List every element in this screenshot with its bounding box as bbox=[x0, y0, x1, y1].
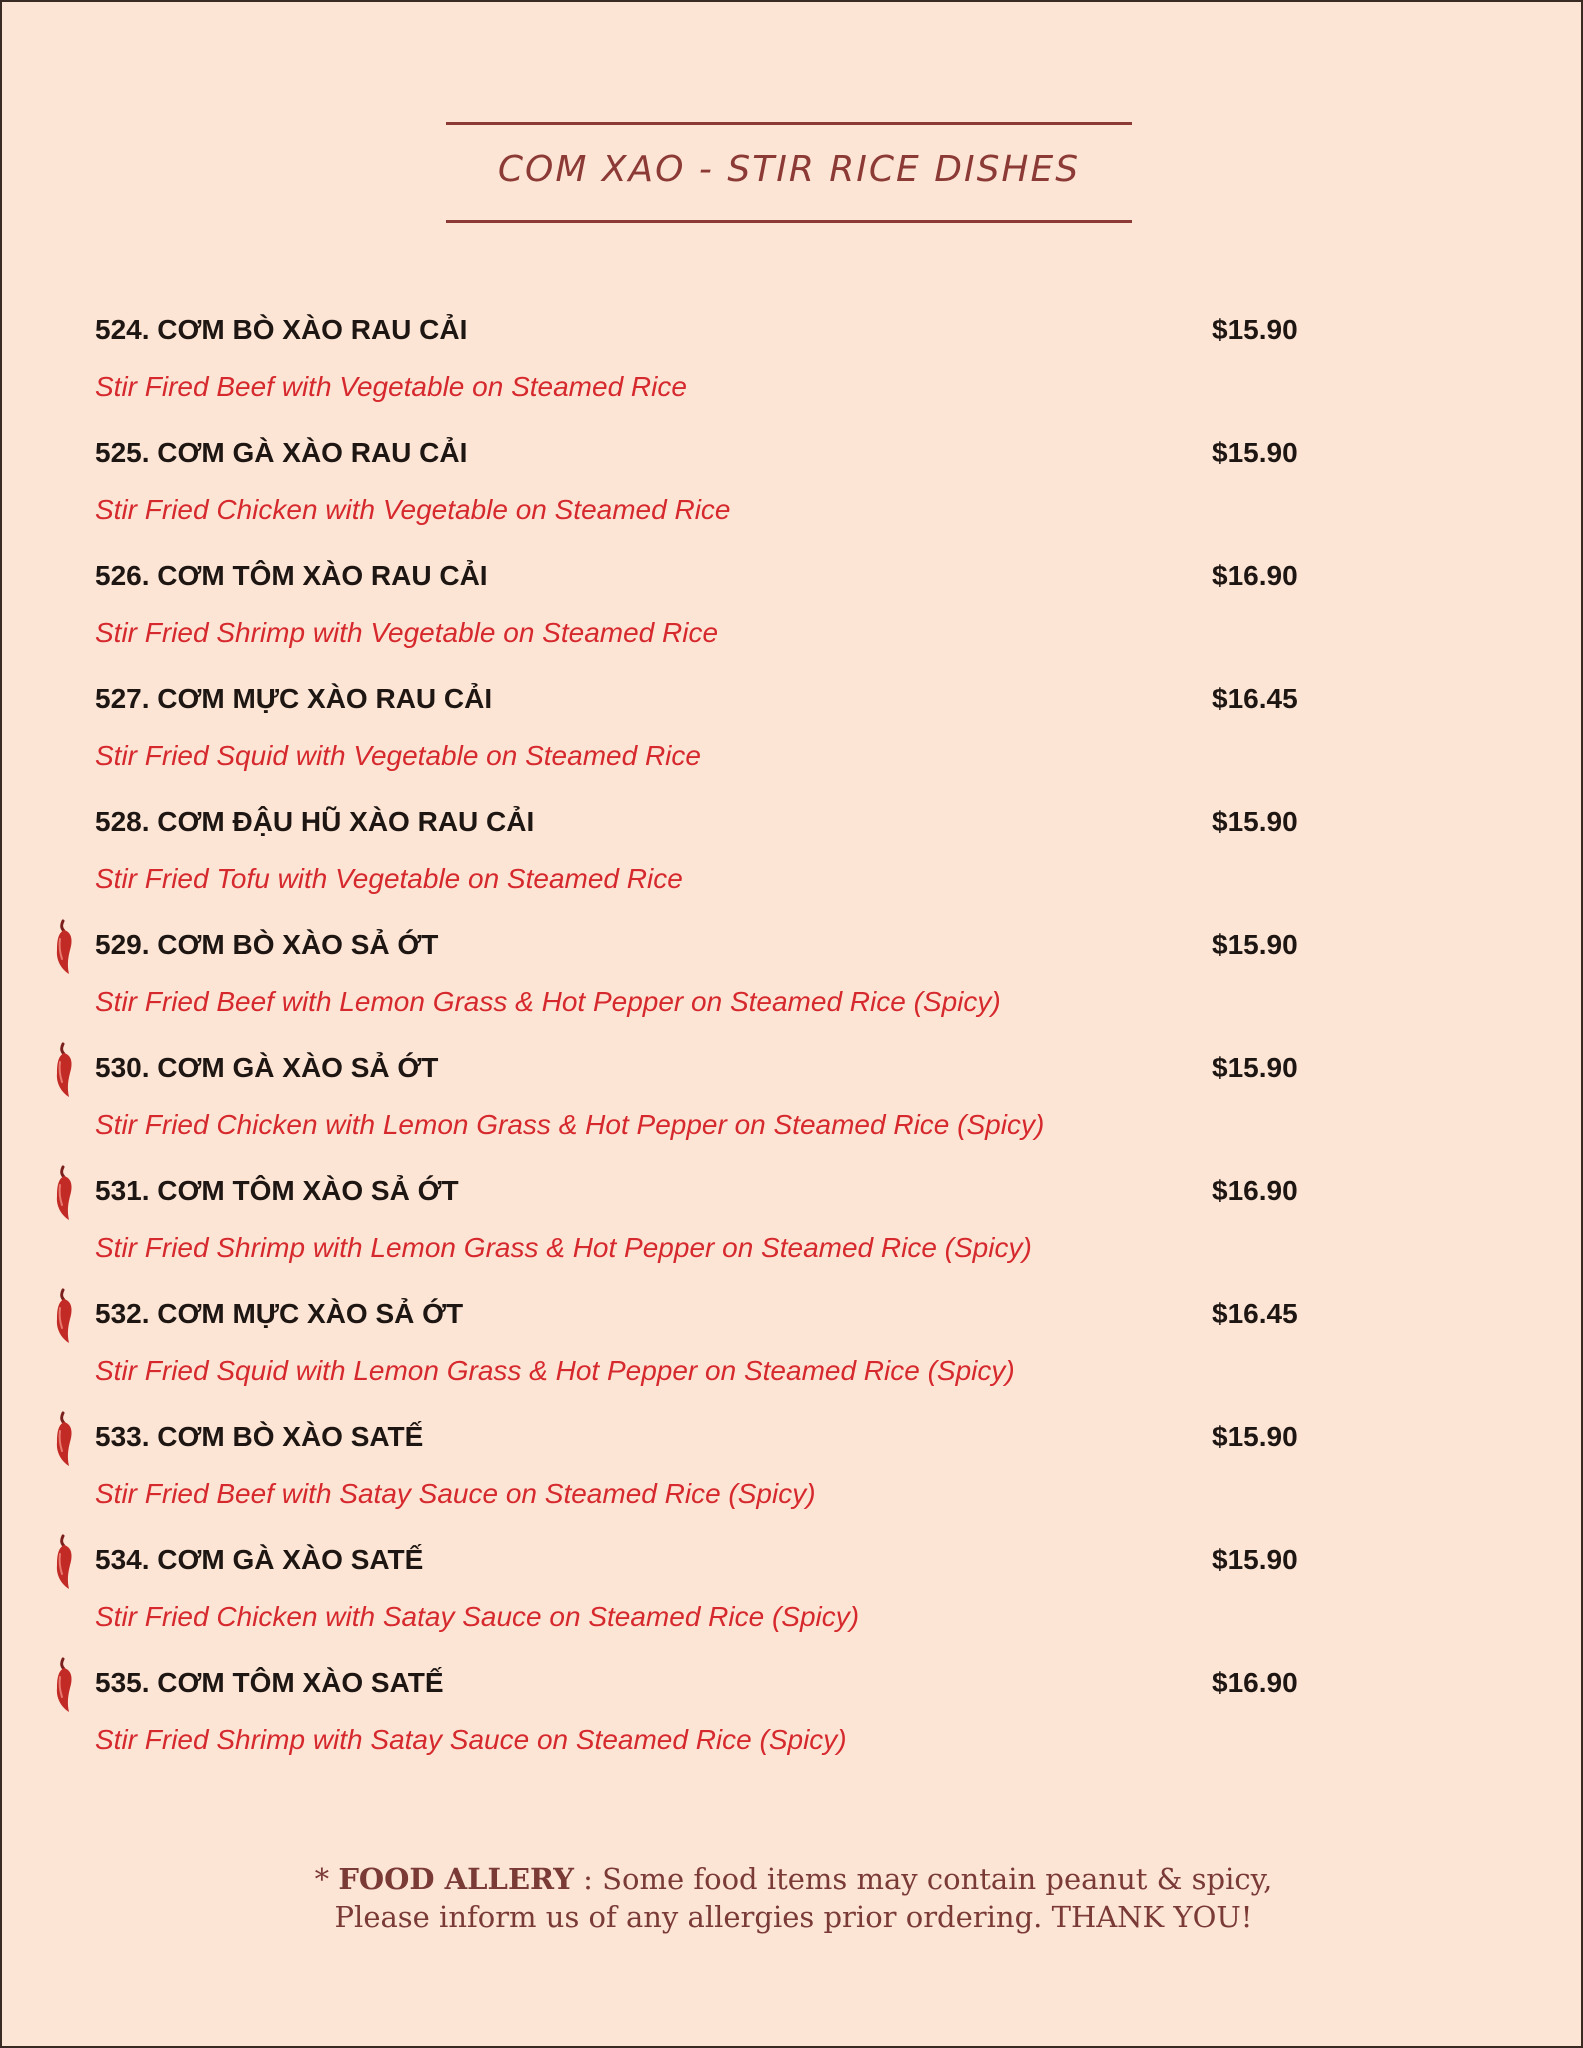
item-price: $16.90 bbox=[1212, 1175, 1298, 1206]
item-name: 527. CƠM MỰC XÀO RAU CẢI bbox=[95, 683, 493, 714]
title-rule-top bbox=[446, 122, 1132, 125]
item-description: Stir Fired Beef with Vegetable on Steamed Rice bbox=[95, 371, 687, 402]
menu-item bbox=[2, 802, 1583, 925]
item-description: Stir Fried Tofu with Vegetable on Steamed Rice bbox=[95, 863, 683, 894]
page-title: COM XAO - STIR RICE DISHES bbox=[497, 149, 1081, 190]
chili-pepper-icon bbox=[48, 1042, 78, 1102]
menu-item bbox=[2, 433, 1583, 556]
chili-pepper-icon bbox=[48, 919, 78, 979]
menu-item bbox=[2, 925, 1583, 1048]
item-description: Stir Fried Chicken with Vegetable on Steamed Rice bbox=[95, 494, 731, 525]
menu-item bbox=[2, 1294, 1583, 1417]
chili-pepper-icon bbox=[48, 1534, 78, 1594]
menu-list bbox=[2, 310, 1583, 1786]
menu-item bbox=[2, 679, 1583, 802]
item-name: 528. CƠM ĐẬU HŨ XÀO RAU CẢI bbox=[95, 806, 535, 837]
menu-item bbox=[2, 1417, 1583, 1540]
item-description: Stir Fried Shrimp with Lemon Grass & Hot Pepper on Steamed Rice (Spicy) bbox=[95, 1232, 1032, 1263]
item-description: Stir Fried Shrimp with Satay Sauce on Steamed Rice (Spicy) bbox=[95, 1724, 847, 1755]
chili-pepper-icon bbox=[48, 1288, 78, 1348]
item-price: $15.90 bbox=[1212, 1052, 1298, 1083]
item-price: $15.90 bbox=[1212, 1421, 1298, 1452]
item-name: 534. CƠM GÀ XÀO SATẾ bbox=[95, 1544, 424, 1575]
allergy-notice-line-1 bbox=[2, 1860, 1583, 1898]
title-rule-bottom bbox=[446, 220, 1132, 223]
item-price: $15.90 bbox=[1212, 1544, 1298, 1575]
menu-item bbox=[2, 556, 1583, 679]
chili-pepper-icon bbox=[48, 1657, 78, 1717]
item-price: $16.45 bbox=[1212, 683, 1298, 714]
item-price: $15.90 bbox=[1212, 806, 1298, 837]
allergy-asterisk: * bbox=[314, 1862, 339, 1896]
item-description: Stir Fried Shrimp with Vegetable on Steamed Rice bbox=[95, 617, 719, 648]
item-price: $15.90 bbox=[1212, 437, 1298, 468]
allergy-notice bbox=[2, 1860, 1583, 1936]
item-name: 530. CƠM GÀ XÀO SẢ ỚT bbox=[95, 1052, 439, 1083]
allergy-text-1: : Some food items may contain peanut & spicy, bbox=[573, 1862, 1273, 1896]
item-name: 535. CƠM TÔM XÀO SATẾ bbox=[95, 1667, 444, 1698]
menu-item bbox=[2, 310, 1583, 433]
item-price: $16.45 bbox=[1212, 1298, 1298, 1329]
menu-item bbox=[2, 1171, 1583, 1294]
item-name: 532. CƠM MỰC XÀO SẢ ỚT bbox=[95, 1298, 464, 1329]
item-price: $16.90 bbox=[1212, 560, 1298, 591]
allergy-notice-line-2: Please inform us of any allergies prior ordering. THANK YOU! bbox=[334, 1900, 1253, 1934]
item-price: $15.90 bbox=[1212, 314, 1298, 345]
item-name: 531. CƠM TÔM XÀO SẢ ỚT bbox=[95, 1175, 459, 1206]
item-description: Stir Fried Beef with Satay Sauce on Steamed Rice (Spicy) bbox=[95, 1478, 816, 1509]
menu-item bbox=[2, 1540, 1583, 1663]
item-name: 526. CƠM TÔM XÀO RAU CẢI bbox=[95, 560, 488, 591]
item-description: Stir Fried Chicken with Lemon Grass & Hot Pepper on Steamed Rice (Spicy) bbox=[95, 1109, 1045, 1140]
item-name: 524. CƠM BÒ XÀO RAU CẢI bbox=[95, 314, 468, 345]
allergy-label: FOOD ALLERY bbox=[338, 1862, 574, 1896]
item-description: Stir Fried Chicken with Satay Sauce on Steamed Rice (Spicy) bbox=[95, 1601, 860, 1632]
item-price: $15.90 bbox=[1212, 929, 1298, 960]
menu-item bbox=[2, 1048, 1583, 1171]
item-name: 529. CƠM BÒ XÀO SẢ ỚT bbox=[95, 929, 439, 960]
menu-item bbox=[2, 1663, 1583, 1786]
item-name: 525. CƠM GÀ XÀO RAU CẢI bbox=[95, 437, 468, 468]
item-description: Stir Fried Squid with Vegetable on Steamed Rice bbox=[95, 740, 701, 771]
item-description: Stir Fried Beef with Lemon Grass & Hot Pepper on Steamed Rice (Spicy) bbox=[95, 986, 1001, 1017]
item-name: 533. CƠM BÒ XÀO SATẾ bbox=[95, 1421, 424, 1452]
chili-pepper-icon bbox=[48, 1411, 78, 1471]
item-price: $16.90 bbox=[1212, 1667, 1298, 1698]
section-header bbox=[446, 122, 1132, 224]
item-description: Stir Fried Squid with Lemon Grass & Hot Pepper on Steamed Rice (Spicy) bbox=[95, 1355, 1015, 1386]
chili-pepper-icon bbox=[48, 1165, 78, 1225]
